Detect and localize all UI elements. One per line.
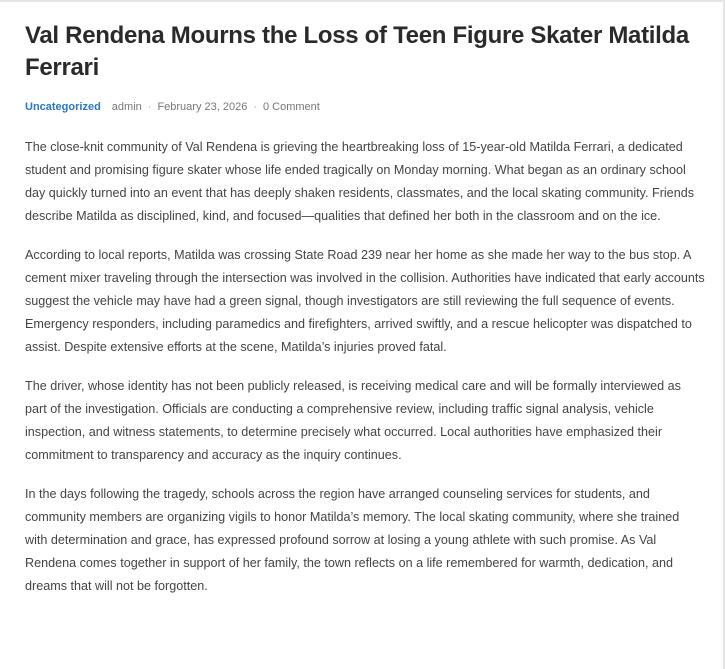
article-paragraph: The driver, whose identity has not been publicly released, is receiving medical care and will be formally interviewed as part of the investigation. Officials are conducting a comprehensive review, including traffic signal analysis, vehicle inspection, and witness statements, to determine precisely what occurred. Local authorities have emphasized their commitment to transparency and accuracy as the inquiry continues. [25, 379, 681, 462]
article [25, 20, 705, 614]
comments-link[interactable]: 0 Comment [263, 101, 320, 113]
top-divider [0, 0, 723, 2]
article-title: Val Rendena Mourns the Loss of Teen Figure Skater Matilda Ferrari [25, 22, 689, 81]
article-paragraph: In the days following the tragedy, schools across the region have arranged counseling services for students, and community members are organizing vigils to honor Matilda’s memory. The local skating community, where she trained with determination and grace, has expressed profound sorrow at losing a young athlete with such promise. As Val Rendena comes together in support of her family, the town reflects on a life remembered for warmth, dedication, and dreams that will not be forgotten. [25, 487, 680, 593]
category-link[interactable]: Uncategorized [25, 101, 101, 113]
article-meta [25, 98, 705, 116]
meta-separator: · [253, 101, 257, 113]
author-link[interactable]: admin [111, 101, 142, 113]
article-paragraph: According to local reports, Matilda was crossing State Road 239 near her home as she made her way to the bus stop. A cement mixer traveling through the intersection was involved in the collision. Authorities have indicated that early accounts suggest the vehicle may have had a green signal, though investigators are still reviewing the full sequence of events. Emergency responders, including paramedics and firefighters, arrived swiftly, and a rescue helicopter was dispatched to assist. Despite extensive efforts at the scene, Matilda’s injuries proved fatal. [25, 248, 705, 354]
meta-separator: · [147, 101, 152, 113]
article-body [25, 136, 705, 598]
article-paragraph: The close-knit community of Val Rendena is grieving the heartbreaking loss of 15-year-old Matilda Ferrari, a dedicated student and promising figure skater whose life ended tragically on Monday morning. What began as an ordinary school day quickly turned into an event that has deeply shaken residents, classmates, and the local skating community. Friends describe Matilda as disciplined, kind, and focused—qualities that defined her both in the classroom and on the ice. [25, 140, 694, 223]
post-date[interactable]: February 23, 2026 [157, 101, 248, 113]
